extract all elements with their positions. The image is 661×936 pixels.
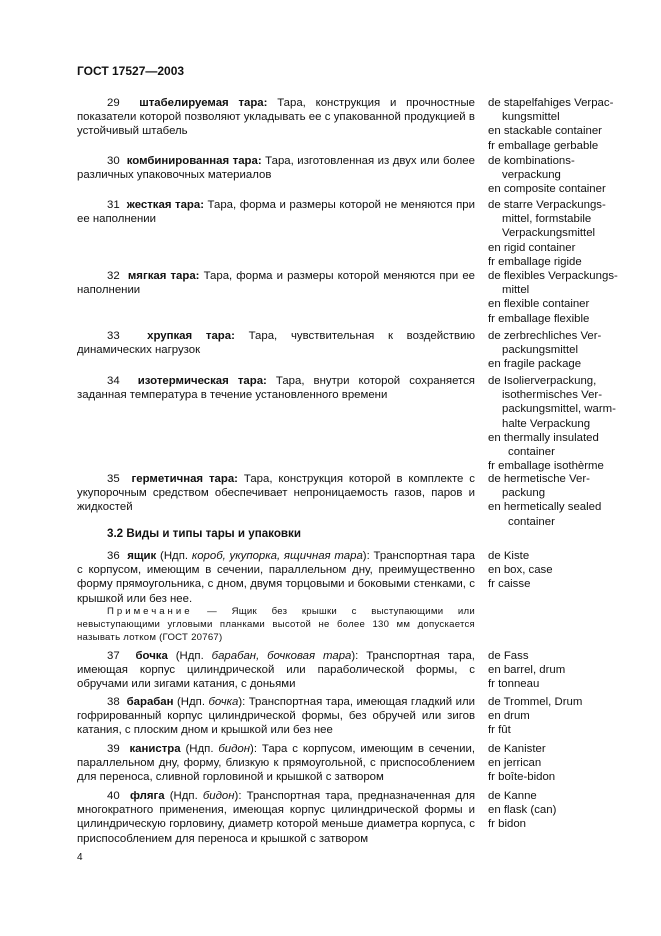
term-entry-38 — [77, 695, 475, 738]
note-text: — Ящик без крышки с выступающими или невыступающими угловыми планками высотой не более 130 мм допускается называть лотком (ГОСТ 20767) — [77, 606, 475, 643]
translation-de-cont: packung — [502, 487, 546, 500]
translations-29 — [488, 96, 653, 153]
translation-fr: fr tonneau — [488, 678, 540, 691]
translations-39 — [488, 742, 653, 785]
definition: ): Транспортная тара, предназначенная для многократного применения, имеющая корпус цилиндрической формы и цилиндрическую горловину, диаметр которой меньше диаметра корпуса, с приспособлением для переноса и крышкой с затвором — [77, 790, 475, 845]
entry-number: 39 — [107, 743, 120, 755]
term: барабан — [126, 696, 174, 708]
term: бочка — [135, 650, 168, 662]
translation-de-cont: verpackung — [502, 169, 561, 182]
term: комбинированная тара: — [126, 155, 262, 167]
term: ящик — [127, 550, 157, 562]
translation-de: de Trommel, Drum — [488, 696, 583, 708]
translation-en-cont: container — [508, 515, 555, 528]
translation-de-cont: Verpackungsmittel — [502, 227, 596, 240]
definition: Тара, форма и размеры которой меняются при ее наполнении — [77, 270, 475, 297]
translation-en: en thermally insulated — [488, 431, 599, 444]
translation-en: en drum — [488, 710, 530, 723]
translation-en: en rigid container — [488, 241, 576, 254]
deprecated-terms: бидон — [218, 743, 251, 755]
section-heading: 3.2 Виды и типы тары и упаковки — [107, 527, 301, 540]
term-entry-39 — [77, 742, 475, 785]
translation-en: en fragile package — [488, 358, 582, 371]
definition: ): Транспортная тара с корпусом, имеющим в сечении, параллельном дну, преимущественно форму прямоугольника, с дном, двумя торцовыми и боковыми стенками, с крышкой или без нее. — [77, 550, 475, 605]
translation-fr: fr emballage rigide — [488, 255, 582, 268]
translation-de: de flexibles Verpackungs- — [488, 270, 618, 282]
definition: Тара, изготовленная из двух или более различных упаковочных материалов — [77, 155, 475, 182]
term-entry-31 — [77, 198, 475, 226]
translation-fr: fr fût — [488, 724, 511, 737]
term: канистра — [129, 743, 181, 755]
ndp-prefix: (Ндп. — [164, 790, 203, 802]
translation-en: en flask (can) — [488, 804, 557, 817]
term: хрупкая тара: — [147, 330, 235, 342]
ndp-prefix: (Ндп. — [173, 696, 209, 708]
term-entry-29 — [77, 96, 475, 139]
definition: Тара, чувствительная к воздействию динамических нагрузок — [77, 330, 475, 357]
translations-38 — [488, 695, 653, 738]
translations-32 — [488, 269, 653, 326]
term-entry-40 — [77, 789, 475, 846]
translation-de-cont: mittel — [502, 284, 530, 297]
translation-en: en jerrican — [488, 757, 542, 770]
translation-de: de stapelfahiges Verpac- — [488, 97, 614, 109]
entry-number: 36 — [107, 550, 120, 562]
translation-de-cont: mittel, formstabile — [502, 213, 592, 226]
translation-de-cont: halte Verpackung — [502, 417, 591, 430]
term-entry-33 — [77, 329, 475, 357]
definition: ): Транспортная тара, имеющая гладкий или гофрированный корпус цилиндрической формы, без обручей или зигов катания, с плоским дном и крышкой или без нее — [77, 696, 475, 737]
term-entry-32 — [77, 269, 475, 297]
term-entry-37 — [77, 649, 475, 692]
translations-31 — [488, 198, 653, 269]
translations-40 — [488, 789, 653, 832]
term: изотермическая тара: — [137, 375, 267, 387]
note — [77, 606, 475, 644]
term: мягкая тара: — [127, 270, 200, 282]
term: жесткая тара: — [126, 199, 205, 211]
entry-number: 34 — [107, 375, 120, 387]
translation-de: de Fass — [488, 650, 529, 662]
translation-fr: fr emballage gerbable — [488, 139, 599, 152]
translations-34 — [488, 374, 653, 473]
translations-35 — [488, 472, 653, 529]
translation-de: de Isolierverpackung, — [488, 375, 597, 387]
ndp-prefix: (Ндп. — [167, 650, 212, 662]
definition: Тара, конструкция которой в комплекте с укупорочным средством обеспечивает непроницаемость газов, паров и жидкостей — [77, 473, 475, 514]
definition: Тара, форма и размеры которой не меняются при ее наполнении — [77, 199, 475, 226]
definition: Тара, конструкция и прочностные показатели которой позволяют укладывать ее с упакованной продукцией в устойчивый штабель — [77, 97, 475, 138]
translation-en: en flexible container — [488, 298, 590, 311]
term-entry-35 — [77, 472, 475, 515]
translation-fr: fr emballage isothèrme — [488, 460, 604, 473]
translation-fr: fr emballage flexible — [488, 312, 590, 325]
translations-30 — [488, 154, 653, 197]
translation-fr: fr bidon — [488, 818, 526, 831]
entry-number: 35 — [107, 473, 120, 485]
translation-de: de hermetische Ver- — [488, 473, 590, 485]
term: штабелируемая тара: — [139, 97, 268, 109]
translation-de-cont: packungsmittel, warm- — [502, 403, 616, 416]
translation-en: en stackable container — [488, 125, 602, 138]
entry-number: 30 — [107, 155, 120, 167]
definition: ): Тара с корпусом, имеющим в сечении, параллельном дну, форму, близкую к прямоугольной, с приспособлением для переноса, сливной горловиной и крышкой с затвором — [77, 743, 475, 784]
translation-de: de Kiste — [488, 550, 530, 562]
deprecated-terms: барабан, бочковая тара — [211, 650, 352, 662]
entry-number: 37 — [107, 650, 120, 662]
entry-number: 29 — [107, 97, 120, 109]
term-entry-36 — [77, 549, 475, 606]
ndp-prefix: (Ндп. — [180, 743, 219, 755]
term: фляга — [129, 790, 165, 802]
entry-number: 33 — [107, 330, 120, 342]
entry-number: 32 — [107, 270, 120, 282]
ndp-prefix: (Ндп. — [156, 550, 192, 562]
translation-de: de Kanne — [488, 790, 537, 802]
term-entry-30 — [77, 154, 475, 182]
translations-33 — [488, 329, 653, 372]
translation-en: en barrel, drum — [488, 664, 566, 677]
translation-fr: fr boîte-bidon — [488, 771, 556, 784]
translation-de-cont: kungsmittel — [502, 111, 560, 124]
deprecated-terms: короб, укупорка, ящичная тара — [191, 550, 363, 562]
translation-de-cont: isothermisches Ver- — [502, 389, 603, 402]
translation-de-cont: packungsmittel — [502, 344, 578, 357]
document-header: ГОСТ 17527—2003 — [77, 64, 185, 78]
term-entry-34 — [77, 374, 475, 402]
translation-de: de zerbrechliches Ver- — [488, 330, 602, 342]
definition: ): Транспортная тара, имеющая корпус цилиндрической или параболической формы, с обручами или зигами катания, с доньями — [77, 650, 475, 691]
translation-de: de kombinations- — [488, 155, 575, 167]
entry-number: 40 — [107, 790, 120, 802]
translations-37 — [488, 649, 653, 692]
term: герметичная тара: — [131, 473, 238, 485]
page-number: 4 — [77, 852, 83, 863]
note-label: Примечание — [107, 606, 193, 617]
translation-en-cont: container — [508, 446, 555, 459]
definition: Тара, внутри которой сохраняется заданная температура в течение установленного времени — [77, 375, 475, 402]
deprecated-terms: бочка — [208, 696, 239, 708]
translation-en: en hermetically sealed — [488, 501, 602, 514]
translation-fr: fr caisse — [488, 578, 531, 591]
entry-number: 31 — [107, 199, 120, 211]
translation-en: en box, case — [488, 564, 553, 577]
translations-36 — [488, 549, 653, 592]
translation-en: en composite container — [488, 183, 606, 196]
entry-number: 38 — [107, 696, 120, 708]
translation-de: de starre Verpackungs- — [488, 199, 606, 211]
deprecated-terms: бидон — [202, 790, 235, 802]
translation-de: de Kanister — [488, 743, 546, 755]
